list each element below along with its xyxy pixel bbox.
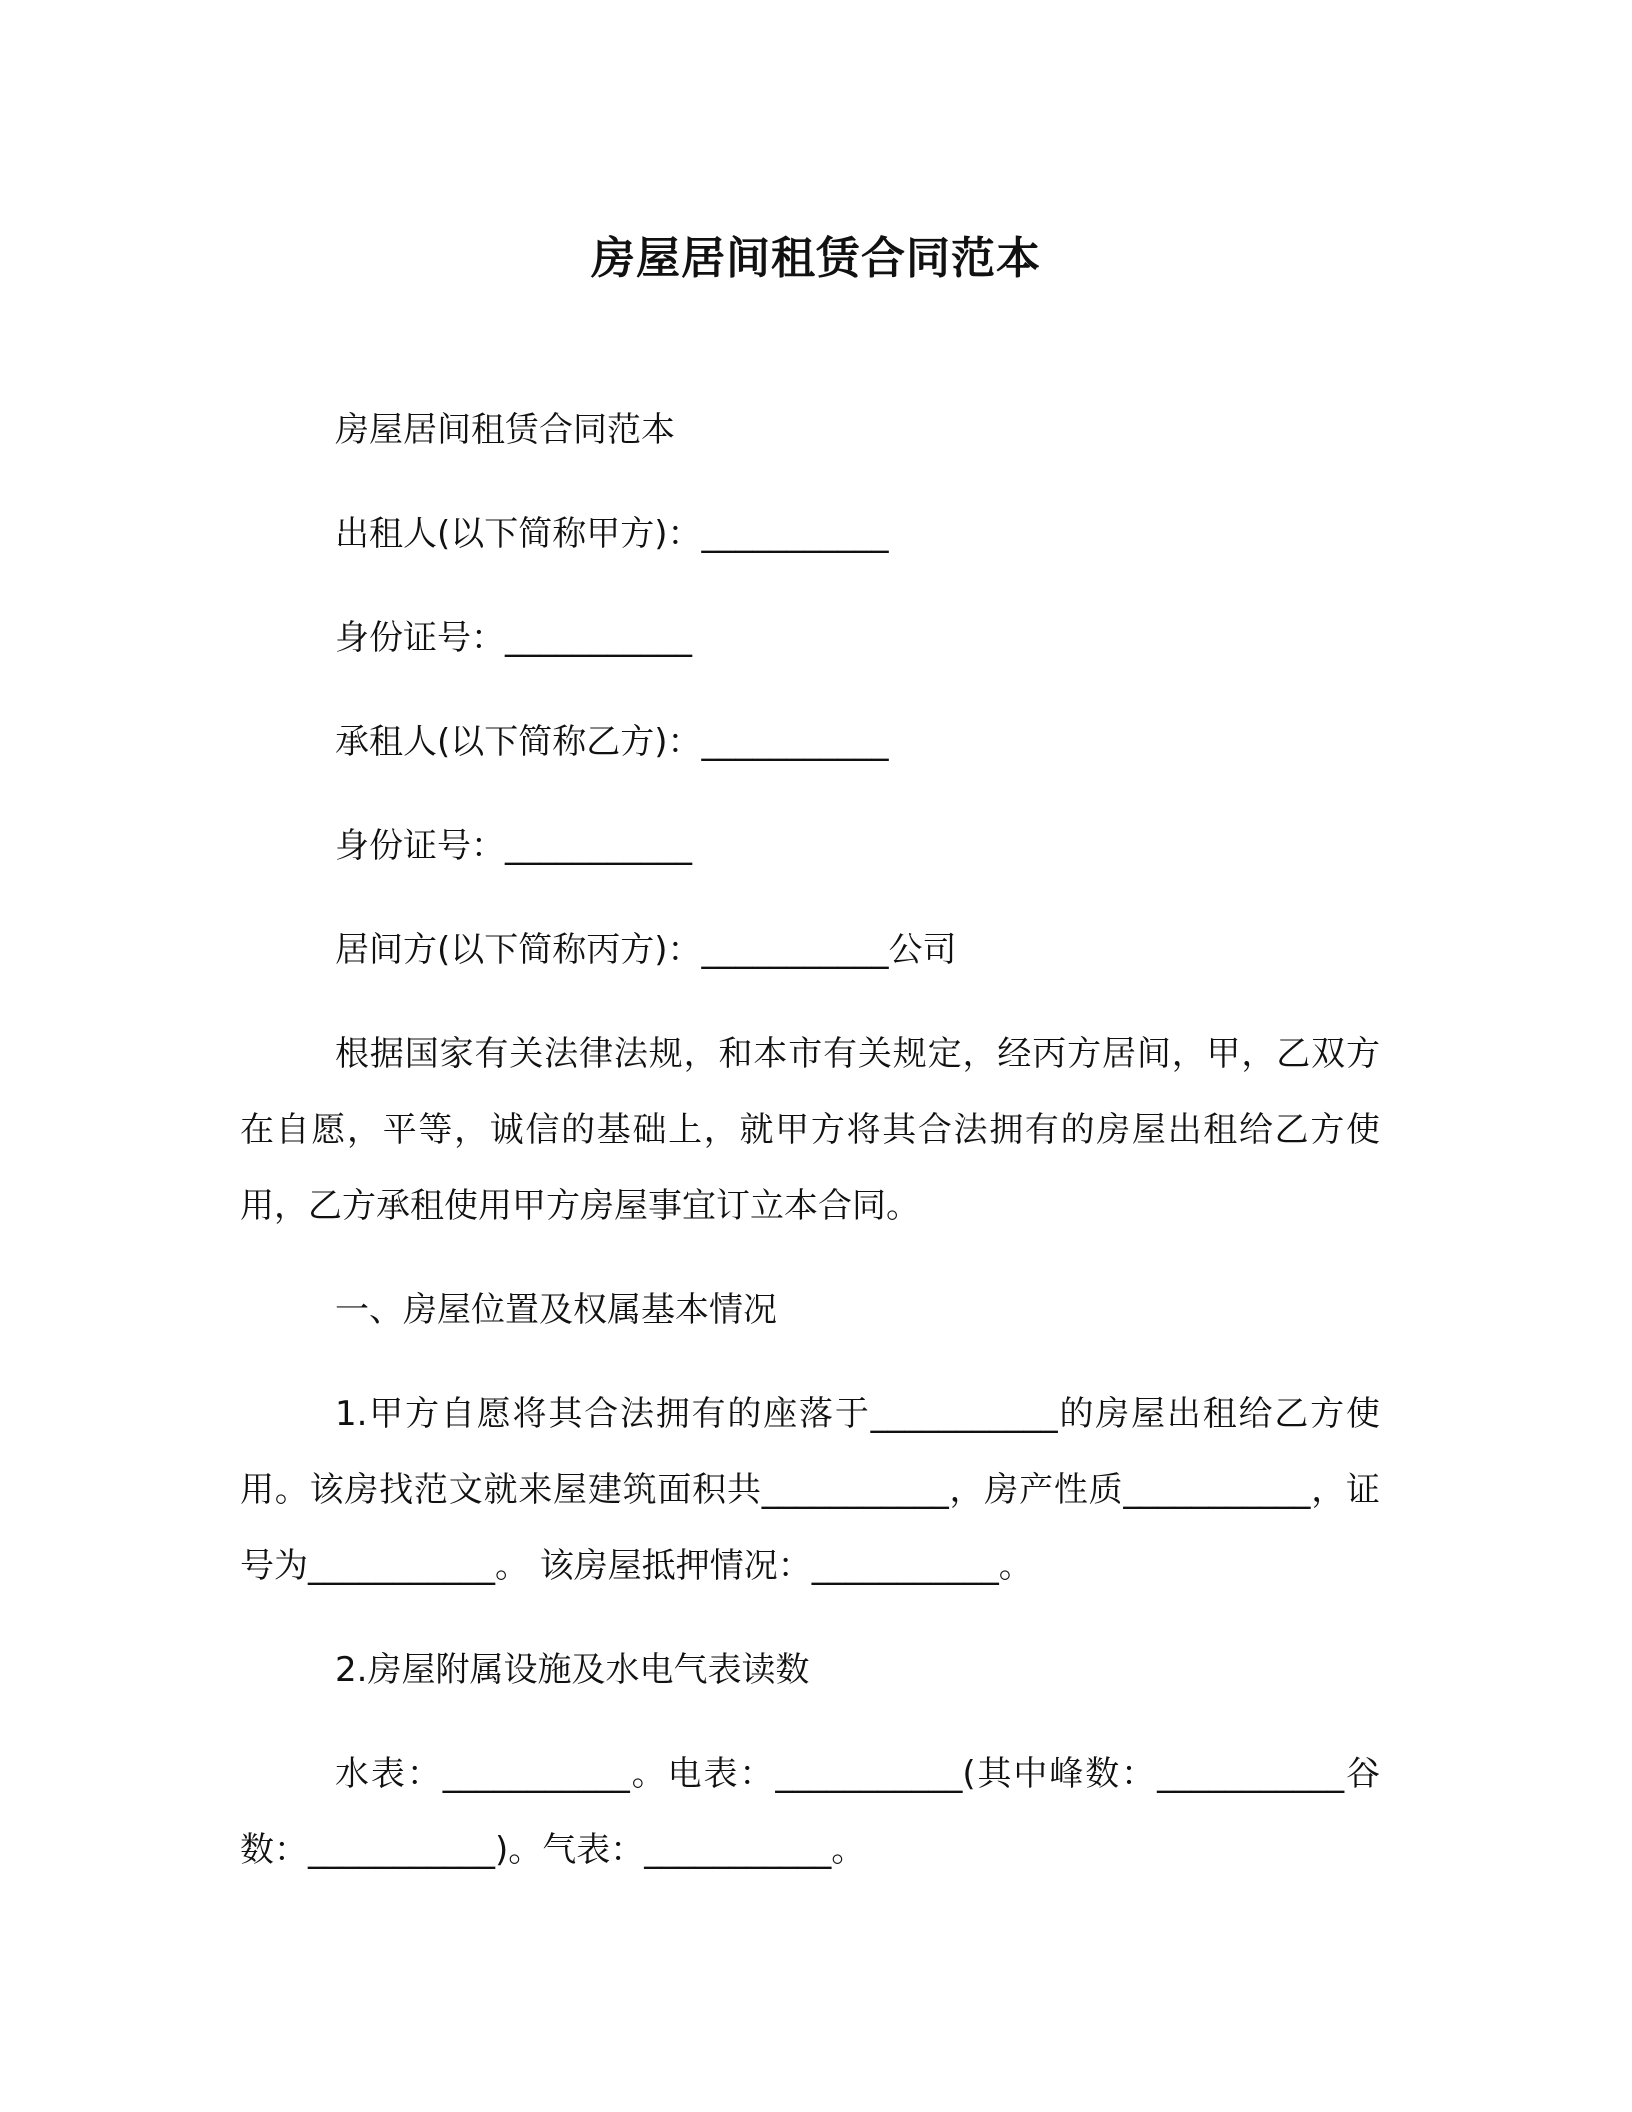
- clause-1-1-paragraph: 1.甲方自愿将其合法拥有的座落于___________的房屋出租给乙方使用。该房找范文就来屋建筑面积共___________，房产性质___________，证号为___________。 该房屋抵押情况：___________。: [240, 1394, 1380, 1586]
- intermediary-field: 居间方(以下简称丙方)：___________公司: [335, 930, 957, 970]
- lessee-field: 承租人(以下简称乙方)：___________: [335, 722, 889, 762]
- meter-readings-paragraph: 水表：___________。电表：___________(其中峰数：___________谷数：___________)。气表：___________。: [240, 1754, 1380, 1870]
- clause-1-2-heading: 2.房屋附属设施及水电气表读数: [335, 1650, 810, 1690]
- subtitle-paragraph: 房屋居间租赁合同范本: [335, 410, 675, 450]
- document-body: [240, 392, 1380, 1916]
- document-title: 房屋居间租赁合同范本: [591, 233, 1041, 284]
- lessor-id-field: 身份证号：___________: [335, 618, 692, 658]
- lessee-id-field: 身份证号：___________: [335, 826, 692, 866]
- section-1-heading: 一、房屋位置及权属基本情况: [335, 1290, 777, 1330]
- lessor-field: 出租人(以下简称甲方)：___________: [335, 514, 889, 554]
- preamble-paragraph: 根据国家有关法律法规，和本市有关规定，经丙方居间，甲，乙双方在自愿，平等，诚信的基础上，就甲方将其合法拥有的房屋出租给乙方使用，乙方承租使用甲方房屋事宜订立本合同。: [240, 1034, 1380, 1226]
